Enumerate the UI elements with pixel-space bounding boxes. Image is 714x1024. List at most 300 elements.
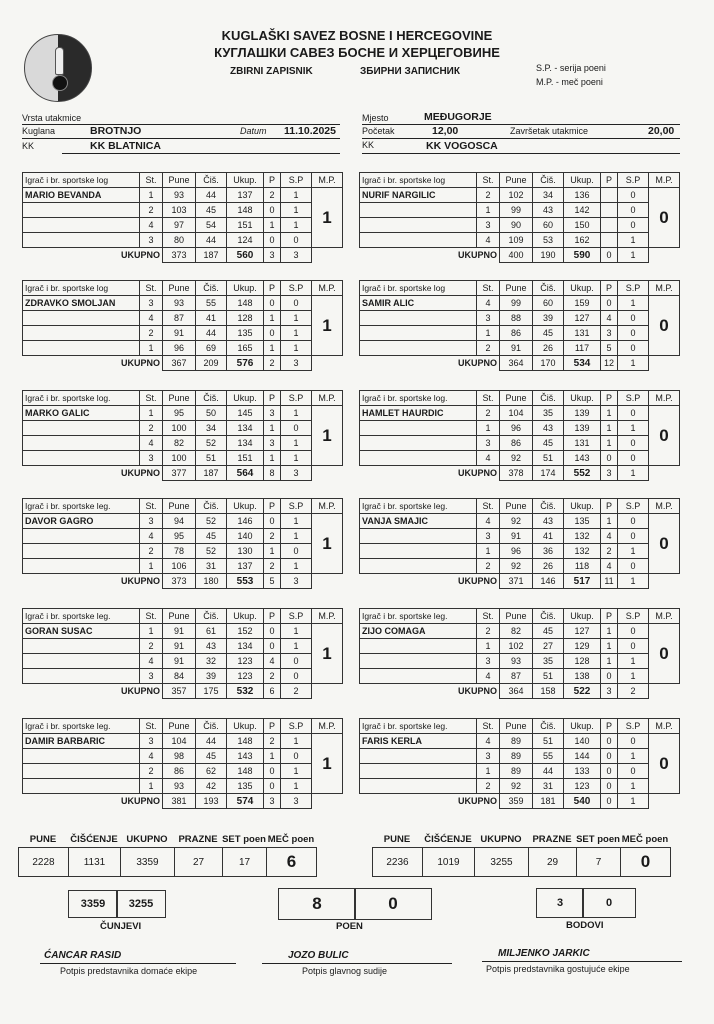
lane-cell: 3 xyxy=(477,654,500,669)
judge-signature-line xyxy=(262,963,452,964)
player-name-cell xyxy=(23,451,140,466)
ukup-cell: 144 xyxy=(564,749,601,764)
total-pune: 373 xyxy=(163,574,196,589)
total-cis: 209 xyxy=(196,356,227,371)
pune-header: Pune xyxy=(500,609,533,624)
total-ukup: 517 xyxy=(564,574,601,589)
prazne-cell: 0 xyxy=(601,749,618,764)
lane-cell: 4 xyxy=(140,218,163,233)
zavrsetak-value: 20,00 xyxy=(648,125,675,137)
lane-cell: 2 xyxy=(477,341,500,356)
cis-cell: 44 xyxy=(196,233,227,248)
game-2-away-table xyxy=(359,280,680,371)
cis-header: Čiš. xyxy=(196,499,227,514)
player-name-cell xyxy=(23,529,140,544)
sp-header: S.P xyxy=(618,609,649,624)
total-cis: 158 xyxy=(533,684,564,699)
total-ukup: 553 xyxy=(227,574,264,589)
home-signature-caption: Potpis predstavnika domaće ekipe xyxy=(60,966,198,976)
total-sp: 1 xyxy=(618,248,649,263)
ukup-cell: 131 xyxy=(564,326,601,341)
game-5-away-table xyxy=(359,608,680,699)
ukup-cell: 145 xyxy=(227,406,264,421)
prazne-cell xyxy=(601,218,618,233)
pune-cell: 96 xyxy=(163,341,196,356)
ukup-cell: 143 xyxy=(564,451,601,466)
title-cyrillic: КУГЛАШКИ САВЕЗ БОСНЕ И ХЕРЦЕГОВИНЕ xyxy=(214,45,500,60)
mjesto-label: Mjesto xyxy=(362,113,389,123)
datum-value: 11.10.2025 xyxy=(284,125,336,137)
lane-cell: 2 xyxy=(140,326,163,341)
summary-home-mec-poen-label: MEČ poen xyxy=(267,834,315,845)
cis-cell: 26 xyxy=(533,559,564,574)
ukup-cell: 151 xyxy=(227,218,264,233)
total-prazne: 3 xyxy=(264,248,281,263)
ukupno-label: UKUPNO xyxy=(457,250,497,261)
prazne-cell: 3 xyxy=(264,436,281,451)
lane-cell: 4 xyxy=(140,529,163,544)
lane-cell: 4 xyxy=(140,311,163,326)
sp-header: S.P xyxy=(281,499,312,514)
st-header: St. xyxy=(140,719,163,734)
p-header: P xyxy=(601,391,618,406)
total-sp: 3 xyxy=(281,466,312,481)
datum-label: Datum xyxy=(240,126,267,136)
cis-cell: 34 xyxy=(533,188,564,203)
lane-cell: 3 xyxy=(140,734,163,749)
pune-cell: 96 xyxy=(500,544,533,559)
total-ukup: 574 xyxy=(227,794,264,809)
prazne-cell: 3 xyxy=(264,406,281,421)
ukupno-label: UKUPNO xyxy=(120,576,160,587)
game-3-away-table xyxy=(359,390,680,481)
lane-cell: 2 xyxy=(140,203,163,218)
ukupno-label: UKUPNO xyxy=(120,250,160,261)
cis-cell: 43 xyxy=(533,421,564,436)
sp-cell: 1 xyxy=(281,559,312,574)
pune-cell: 96 xyxy=(500,421,533,436)
total-ukup: 540 xyxy=(564,794,601,809)
ukup-cell: 135 xyxy=(227,779,264,794)
ukup-cell: 138 xyxy=(564,669,601,684)
mp-header: M.P. xyxy=(312,281,343,296)
sp-cell: 1 xyxy=(618,544,649,559)
player-header: Igrač i br. sportske log xyxy=(23,281,140,296)
ukup-cell: 134 xyxy=(227,436,264,451)
table-row xyxy=(23,296,343,311)
prazne-cell: 5 xyxy=(601,341,618,356)
home-team: KK BLATNICA xyxy=(90,140,161,152)
ukup-cell: 152 xyxy=(227,624,264,639)
ukup-header: Ukup. xyxy=(227,281,264,296)
table-row xyxy=(23,188,343,203)
cis-cell: 60 xyxy=(533,218,564,233)
sp-cell: 1 xyxy=(618,749,649,764)
player-name-cell xyxy=(23,421,140,436)
pune-cell: 91 xyxy=(500,341,533,356)
cis-cell: 42 xyxy=(196,779,227,794)
ukupno-label: UKUPNO xyxy=(457,358,497,369)
pune-cell: 99 xyxy=(500,296,533,311)
lane-cell: 3 xyxy=(140,233,163,248)
mp-header: M.P. xyxy=(312,499,343,514)
mp-header: M.P. xyxy=(312,391,343,406)
p-header: P xyxy=(264,281,281,296)
prazne-cell: 4 xyxy=(601,559,618,574)
game-6-away-table xyxy=(359,718,680,809)
prazne-cell: 0 xyxy=(264,326,281,341)
sp-cell: 1 xyxy=(618,421,649,436)
match-point: 0 xyxy=(649,406,680,466)
player-name-cell xyxy=(23,654,140,669)
total-ukup: 534 xyxy=(564,356,601,371)
game-5-home-table xyxy=(22,608,343,699)
table-row xyxy=(23,233,343,248)
total-pune: 400 xyxy=(500,248,533,263)
player-name: VANJA SMAJIC xyxy=(360,514,477,529)
total-sp: 3 xyxy=(281,356,312,371)
total-prazne: 6 xyxy=(264,684,281,699)
total-empty xyxy=(312,356,343,371)
total-row xyxy=(23,356,343,371)
lane-cell: 4 xyxy=(477,296,500,311)
cis-cell: 39 xyxy=(533,311,564,326)
table-row xyxy=(23,406,343,421)
table-row xyxy=(360,639,680,654)
cis-header: Čiš. xyxy=(533,391,564,406)
prazne-cell: 1 xyxy=(264,341,281,356)
prazne-cell: 0 xyxy=(264,233,281,248)
total-row xyxy=(23,794,343,809)
cunjevi-home: 3359 xyxy=(68,890,118,918)
match-point: 0 xyxy=(649,514,680,574)
player-name: DAVOR GAGRO xyxy=(23,514,140,529)
lane-cell: 4 xyxy=(477,451,500,466)
ukup-header: Ukup. xyxy=(564,609,601,624)
game-1-away-table xyxy=(359,172,680,263)
table-row xyxy=(360,188,680,203)
ukup-cell: 139 xyxy=(564,421,601,436)
pune-cell: 92 xyxy=(500,779,533,794)
sp-cell: 0 xyxy=(618,218,649,233)
table-row xyxy=(23,514,343,529)
away-signature-caption: Potpis predstavnika gostujuće ekipe xyxy=(486,964,630,974)
ukup-cell: 132 xyxy=(564,544,601,559)
table-row xyxy=(360,734,680,749)
cis-cell: 43 xyxy=(533,514,564,529)
subtitle-latin: ZBIRNI ZAPISNIK xyxy=(230,66,313,77)
st-header: St. xyxy=(140,391,163,406)
ukup-cell: 131 xyxy=(564,436,601,451)
mjesto-value: MEĐUGORJE xyxy=(424,111,492,123)
bodovi-away: 0 xyxy=(582,888,636,918)
sp-cell: 1 xyxy=(618,669,649,684)
ukup-header: Ukup. xyxy=(227,499,264,514)
match-point: 0 xyxy=(649,734,680,794)
ukup-cell: 132 xyxy=(564,529,601,544)
away-team: KK VOGOSCA xyxy=(426,140,498,152)
cis-cell: 32 xyxy=(196,654,227,669)
ukup-cell: 123 xyxy=(227,669,264,684)
match-point: 1 xyxy=(312,406,343,466)
ukup-cell: 162 xyxy=(564,233,601,248)
prazne-cell xyxy=(601,233,618,248)
prazne-cell: 0 xyxy=(601,296,618,311)
total-sp: 1 xyxy=(618,574,649,589)
pune-cell: 84 xyxy=(163,669,196,684)
cis-cell: 51 xyxy=(533,734,564,749)
summary-away-pune-label: PUNE xyxy=(383,834,411,845)
table-row xyxy=(23,559,343,574)
lane-cell: 4 xyxy=(477,514,500,529)
ukup-cell: 148 xyxy=(227,203,264,218)
pune-cell: 95 xyxy=(163,406,196,421)
kk-label: KK xyxy=(22,141,35,151)
st-header: St. xyxy=(477,391,500,406)
cunjevi-away: 3255 xyxy=(116,890,166,918)
total-ukup: 590 xyxy=(564,248,601,263)
table-row xyxy=(23,734,343,749)
match-point: 0 xyxy=(649,296,680,356)
table-row xyxy=(23,326,343,341)
pune-cell: 93 xyxy=(163,779,196,794)
summary-home-ukupno-value: 3359 xyxy=(120,847,175,877)
sp-cell: 1 xyxy=(281,514,312,529)
cis-cell: 55 xyxy=(196,296,227,311)
total-row xyxy=(360,356,680,371)
lane-cell: 2 xyxy=(140,764,163,779)
ukup-cell: 134 xyxy=(227,421,264,436)
ukup-cell: 124 xyxy=(227,233,264,248)
cis-cell: 45 xyxy=(533,624,564,639)
total-ukup: 576 xyxy=(227,356,264,371)
player-name-cell xyxy=(23,203,140,218)
sp-cell: 0 xyxy=(281,421,312,436)
cis-cell: 27 xyxy=(533,639,564,654)
prazne-cell xyxy=(601,188,618,203)
lane-cell: 1 xyxy=(477,639,500,654)
p-header: P xyxy=(264,173,281,188)
player-name: GORAN SUSAC xyxy=(23,624,140,639)
table-row xyxy=(23,764,343,779)
ukup-cell: 128 xyxy=(227,311,264,326)
lane-cell: 4 xyxy=(140,436,163,451)
p-header: P xyxy=(264,719,281,734)
prazne-cell: 2 xyxy=(264,188,281,203)
cis-cell: 35 xyxy=(533,654,564,669)
pocetak-label: Početak xyxy=(362,126,395,136)
lane-cell: 4 xyxy=(477,233,500,248)
p-header: P xyxy=(601,609,618,624)
prazne-cell: 1 xyxy=(264,749,281,764)
table-row xyxy=(23,421,343,436)
prazne-cell: 1 xyxy=(601,624,618,639)
pune-header: Pune xyxy=(500,391,533,406)
ukupno-label: UKUPNO xyxy=(457,796,497,807)
cis-header: Čiš. xyxy=(196,391,227,406)
cis-cell: 60 xyxy=(533,296,564,311)
cis-cell: 51 xyxy=(196,451,227,466)
player-header: Igrač i br. sportske leg. xyxy=(23,719,140,734)
sp-cell: 1 xyxy=(281,326,312,341)
total-sp: 1 xyxy=(618,356,649,371)
judge-signature-caption: Potpis glavnog sudije xyxy=(302,966,388,976)
poen-label: POEN xyxy=(336,921,363,932)
player-header: Igrač i br. sportske log. xyxy=(23,391,140,406)
sp-cell: 1 xyxy=(281,779,312,794)
game-6-home-table xyxy=(22,718,343,809)
cis-header: Čiš. xyxy=(196,281,227,296)
ukupno-label: UKUPNO xyxy=(120,686,160,697)
table-row xyxy=(360,436,680,451)
sp-cell: 1 xyxy=(281,734,312,749)
vrsta-label: Vrsta utakmice xyxy=(22,113,82,123)
pune-header: Pune xyxy=(500,499,533,514)
summary-home-pune-label: PUNE xyxy=(29,834,57,845)
pune-header: Pune xyxy=(500,719,533,734)
total-empty xyxy=(649,356,680,371)
ukupno-label: UKUPNO xyxy=(120,796,160,807)
sp-cell: 0 xyxy=(281,233,312,248)
player-name-cell xyxy=(360,436,477,451)
lane-cell: 2 xyxy=(140,421,163,436)
lane-cell: 1 xyxy=(140,779,163,794)
table-row xyxy=(23,749,343,764)
sp-header: S.P xyxy=(281,719,312,734)
total-ukup: 532 xyxy=(227,684,264,699)
player-name-cell xyxy=(360,341,477,356)
player-name-cell xyxy=(360,421,477,436)
total-prazne: 0 xyxy=(601,794,618,809)
total-empty xyxy=(649,794,680,809)
sp-cell: 0 xyxy=(618,188,649,203)
player-name-cell xyxy=(360,669,477,684)
pune-cell: 109 xyxy=(500,233,533,248)
sp-cell: 0 xyxy=(618,734,649,749)
ukup-header: Ukup. xyxy=(564,281,601,296)
ukup-cell: 117 xyxy=(564,341,601,356)
table-row xyxy=(360,406,680,421)
mp-header: M.P. xyxy=(649,499,680,514)
table-row xyxy=(360,203,680,218)
lane-cell: 3 xyxy=(477,311,500,326)
summary-home-pune-value: 2228 xyxy=(18,847,69,877)
ukup-header: Ukup. xyxy=(227,173,264,188)
prazne-cell: 4 xyxy=(264,654,281,669)
ukup-cell: 148 xyxy=(227,764,264,779)
vrsta-utakmice-row xyxy=(22,113,340,125)
sp-cell: 0 xyxy=(618,451,649,466)
sp-cell: 0 xyxy=(618,311,649,326)
total-row xyxy=(360,466,680,481)
ukup-cell: 139 xyxy=(564,406,601,421)
mp-header: M.P. xyxy=(649,391,680,406)
sp-cell: 0 xyxy=(618,529,649,544)
sp-header: S.P xyxy=(281,173,312,188)
ukup-cell: 133 xyxy=(564,764,601,779)
lane-cell: 2 xyxy=(140,544,163,559)
pune-header: Pune xyxy=(163,281,196,296)
table-row xyxy=(360,341,680,356)
table-row xyxy=(360,764,680,779)
ukup-cell: 123 xyxy=(564,779,601,794)
kuglana-value: BROTNJO xyxy=(90,125,142,137)
total-cis: 180 xyxy=(196,574,227,589)
match-point: 1 xyxy=(312,734,343,794)
home-team-row xyxy=(62,140,340,154)
total-pune: 378 xyxy=(500,466,533,481)
pune-cell: 98 xyxy=(163,749,196,764)
table-row xyxy=(360,514,680,529)
cis-cell: 41 xyxy=(196,311,227,326)
cis-cell: 36 xyxy=(533,544,564,559)
cis-cell: 45 xyxy=(533,436,564,451)
cis-cell: 35 xyxy=(533,406,564,421)
total-row xyxy=(23,574,343,589)
total-cis: 170 xyxy=(533,356,564,371)
summary-home-ukupno-label: UKUPNO xyxy=(126,834,168,845)
pune-cell: 102 xyxy=(500,639,533,654)
sp-header: S.P xyxy=(618,719,649,734)
table-row xyxy=(360,544,680,559)
st-header: St. xyxy=(140,499,163,514)
st-header: St. xyxy=(477,719,500,734)
sp-cell: 0 xyxy=(618,326,649,341)
table-row xyxy=(23,311,343,326)
game-3-home-table xyxy=(22,390,343,481)
match-point: 1 xyxy=(312,188,343,248)
lane-cell: 1 xyxy=(140,406,163,421)
prazne-cell: 0 xyxy=(264,296,281,311)
player-name-cell xyxy=(360,779,477,794)
lane-cell: 2 xyxy=(140,639,163,654)
summary-away-set-poen-label: SET poen xyxy=(576,834,620,845)
game-1-home-table xyxy=(22,172,343,263)
total-cis: 187 xyxy=(196,466,227,481)
pune-cell: 89 xyxy=(500,734,533,749)
prazne-cell: 0 xyxy=(264,514,281,529)
pune-cell: 89 xyxy=(500,749,533,764)
sp-cell: 0 xyxy=(618,559,649,574)
lane-cell: 2 xyxy=(477,624,500,639)
cis-cell: 52 xyxy=(196,544,227,559)
sp-cell: 1 xyxy=(281,451,312,466)
total-pune: 377 xyxy=(163,466,196,481)
p-header: P xyxy=(264,499,281,514)
ukupno-label: UKUPNO xyxy=(457,686,497,697)
ukup-cell: 123 xyxy=(227,654,264,669)
prazne-cell: 2 xyxy=(601,544,618,559)
mp-header: M.P. xyxy=(649,281,680,296)
pune-header: Pune xyxy=(500,173,533,188)
sp-cell: 1 xyxy=(281,406,312,421)
table-row xyxy=(360,559,680,574)
player-name-cell xyxy=(23,639,140,654)
pune-header: Pune xyxy=(500,281,533,296)
lane-cell: 3 xyxy=(477,529,500,544)
total-empty xyxy=(649,466,680,481)
total-empty xyxy=(312,794,343,809)
pune-cell: 92 xyxy=(500,514,533,529)
prazne-cell: 2 xyxy=(264,559,281,574)
total-cis: 174 xyxy=(533,466,564,481)
pune-cell: 87 xyxy=(500,669,533,684)
pune-cell: 89 xyxy=(500,764,533,779)
judge-signature-name: JOZO BULIC xyxy=(288,950,349,961)
player-name: MARKO GALIC xyxy=(23,406,140,421)
player-name-cell xyxy=(360,451,477,466)
player-name-cell xyxy=(360,311,477,326)
